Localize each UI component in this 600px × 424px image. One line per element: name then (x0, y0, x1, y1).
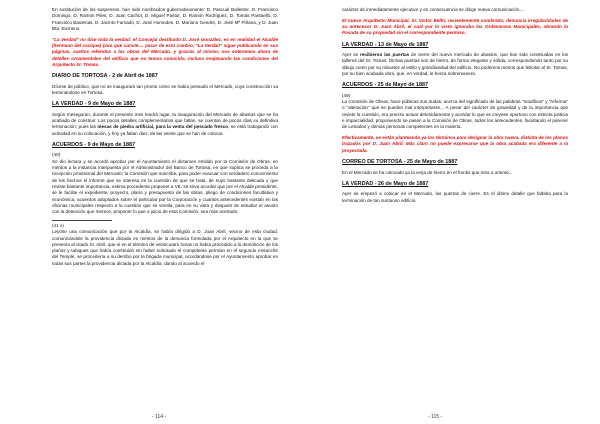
editorial-quote: "La Verdad" no dice toda la verdad: el Concejal destituido D. José González, es en realidad el Alcalde (hermano del cacique) para que conste.... pasar de esto cambio, "La Verdad" sigue publicando en sus páginas, sueltos referidos a las obras del Mercado, y gracias al mismo, nos enteramos ahora de detalles ornamentales del edificio que no temos conocido, incluso enajenando las condiciones del Arquitecto Sr. Tomas. (52, 36, 278, 67)
section-heading: LA VERDAD - 9 de Mayo de 1887 (52, 101, 136, 108)
text-run: Según meseguran, durante el presente mes tendrá lugar, la inauguración del Mercado de abastos que se ha acabado de construir. Los pocos detalles complementarios que faltan, se cuentan de pocos días su definitiva terminación; pues las (52, 111, 278, 130)
section-heading: LA VERDAD - 26 de Mayo de 1887 (342, 180, 429, 187)
page-number: - 115 - (428, 414, 443, 420)
section-heading: LA VERDAD - 13 de Mayo de 1887 (342, 41, 429, 48)
editorial-quote: Efectivamente, se están planteando ya los términos para designar la obra nueva, distinta de los planos trazados por D. Juan Abril. Más claro no puede expresarse que la obra acabada era diferente a la proyectada. (342, 135, 568, 153)
intro-paragraph: En sustitución de los suspensos, han sido nombrados gubernativamente: D. Pascual Ballester, D. Francisco Domingo, D. Ramón Piles, D. Juan Cachot, D. Miguel Pastor, D. Ramón Rodríguez, D. Tomás Pantaello, D. Francisco Baulenas, D. Jacinto Fumadó, D. José Homedes, D. Mariano Gendre, D. José Mª Piñana, y D. Juan Bta. Eixmeno. (52, 7, 278, 31)
right-column (342, 7, 568, 208)
section-heading: ACUERDOS - 9 de Mayo de 1887 (52, 141, 135, 148)
item-number: (40) (52, 152, 61, 158)
section-heading: CORREO DE TORTOSA - 25 de Mayo de 1887 (342, 159, 458, 166)
page-number: - 114 - (152, 414, 167, 420)
text-run: de cierre del nuevo mercado de abastos, que han sido construidas en los talleres del Sr. Tomas. Dichas puertas son de hierro, de forma elegante y sólida, correspondiendo tanto por su dibujo como por su robustez al estilo y grandiosidad del edificio. No podemos menos que felicitar al Sr. Tomas, por su bien acabada obra, que, en verdad, le honra sobremanera. (342, 52, 568, 77)
text-run: , se está trabajando con actividad en su colocación, y hoy ya faltan diez, de las veinte que se han de colocar. (52, 124, 278, 136)
editorial-quote: El nuevo Arquitecto Municipal, Sr. Víctor Beltri, recientemente nombrado, denuncia irregularidades de su antecesor D. Juan Abril, el cual por lo visto ignoraba las Ordenanzas Municipales, obrando la Posada de su propiedad sin el correspondiente permiso. (342, 17, 568, 36)
section-heading: ACUERDOS - 25 de Mayo de 1887 (342, 82, 428, 89)
paragraph: carácter de inmediatamente ejecutivo y en consecuencia se dirige nueva comunicación.... (342, 7, 525, 12)
text-run: Ayer se (342, 52, 361, 58)
paragraph (342, 52, 568, 77)
paragraph: Dícese de público, que no se inaugurará tan pronto como se había pensado el Mercado, cuya construcción va terminándose en Tortosa. (52, 83, 278, 95)
bold-text: recibieron las puertas (360, 52, 410, 58)
paragraph: Se dio lectura y se acordó aprobar por el Ayuntamiento el dictamen emitido por la Comisión de Obras, en méritos a la instancia interpuesta por el Administrador del Banco de Tortosa, en que suplica se proceda a la recepción provisional del Mercado; la Comisión que suscribe, para poder evacuar con verdadero conocimiento de los hechos el informe que se interesa en la cuestión de que se trata, de suyo bastante delicada y que reviste bastante importancia, estima procedente proponer a VE. se sirva acordar que por el Alcalde presidente, se le facilite el expediente, proyecto, plano y presupuesto de las obras, pliego de condiciones facultativa y económica, acuerdos adoptados sobre el particular por la Corporación y cuantos antecedentes existan en las oficinas municipales respecto a la cuestión que se ventila, para en su vista y después de estudiar el asunto con la detención que merece, proponer lo que a juicio de esta Comisión, sea más acertado. (52, 158, 278, 215)
item-number: (41 v) (52, 222, 64, 228)
bold-text: mesas de piedra artificial, para la venta del pescado fresco (97, 124, 228, 130)
paragraph: La Comisión de Obras, hace públicas sus dudas, acerca del significado de las palabras "modificar" y "reforma" o "alteración" que se pueden mal interpretarse... A pesar del carácter de gravedad y de la importancia que reviste la cuestión, era preciso actuar detenidamente y acordar lo que es creyese oportuno con estricta justicia e imparcialidad, proponiendo se pasen a la Comisión de Obras, todos los antecedentes, facultando el parecer de Letrados y demás personas competentes en la materia. (342, 99, 568, 130)
item-number: (49) (342, 92, 351, 98)
right-page (300, 0, 600, 424)
left-column (52, 7, 278, 272)
paragraph: Ayer se empezó a colocar en el Mercado, las puertas de cierre. Es el último detalle que faltaba para la terminación de tan suntuoso edificio. (342, 191, 568, 203)
paragraph: En el Mercado se ha colocado ya la verja de hierro en el frontis que mira a oriente... (342, 169, 513, 175)
section-heading: DIARIO DE TORTOSA - 2 de Abril de 1887 (52, 73, 158, 80)
paragraph (52, 112, 278, 137)
paragraph: Leyóse una comunicación que por la Alcaldía, se había dirigido a D. Juan Abril, vecino de esta ciudad, comunicándole la providencia dictada en méritos de la denuncia formulada por el Arquitecto en la que se prevenía al citado Sr. Abril, que si en el término de veinticuatro horas no había procedido a la demolición de los planos y tabiques que había construido sin haber solicitado el competente permiso en el segundo ensanche del Temple, se procedería a su derribo por la brigada municipal, acordándose por el Ayuntamiento aprobar en todas sus partes la providencia dictada por la Alcaldía, dando al acuerdo el (52, 229, 278, 266)
divider (52, 220, 112, 221)
